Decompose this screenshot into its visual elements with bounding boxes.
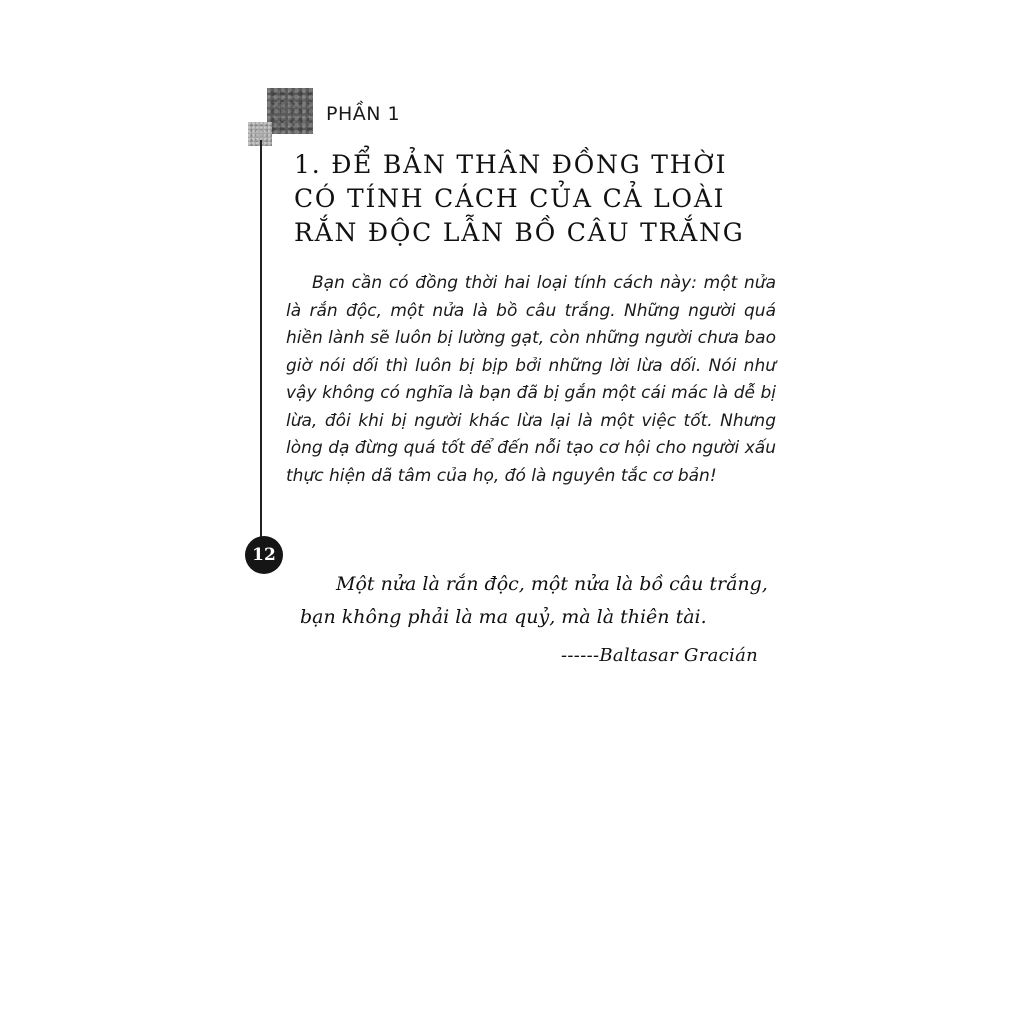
- body-paragraph: Bạn cần có đồng thời hai loại tính cách này: một nửa là rắn độc, một nửa là bồ câu trắng. Những người quá hiền lành sẽ luôn bị lường gạt, còn những người chưa bao giờ nói dối thì luôn bị bịp bởi những lời lừa dối. Nói như vậy không có nghĩa là bạn đã bị gắn một cái mác là dễ bị lừa, đôi khi bị người khác lừa lại là một việc tốt. Nhưng lòng dạ đừng quá tốt để đến nỗi tạo cơ hội cho người xấu thực hiện dã tâm của họ, đó là nguyên tắc cơ bản!: [286, 273, 776, 486]
- chapter-title: 1. ĐỂ BẢN THÂN ĐỒNG THỜI CÓ TÍNH CÁCH CỦA CẢ LOÀI RẮN ĐỘC LẪN BỒ CÂU TRẮNG: [294, 150, 745, 247]
- decorative-dark-square: [267, 88, 313, 134]
- page-number-badge: 12: [245, 536, 283, 574]
- quote-attribution: ------Baltasar Gracián: [561, 645, 758, 666]
- margin-rule: [260, 140, 262, 538]
- section-label: PHẦN 1: [326, 103, 401, 125]
- quote-text: Một nửa là rắn độc, một nửa là bồ câu trắng, bạn không phải là ma quỷ, mà là thiên tài.: [300, 573, 768, 628]
